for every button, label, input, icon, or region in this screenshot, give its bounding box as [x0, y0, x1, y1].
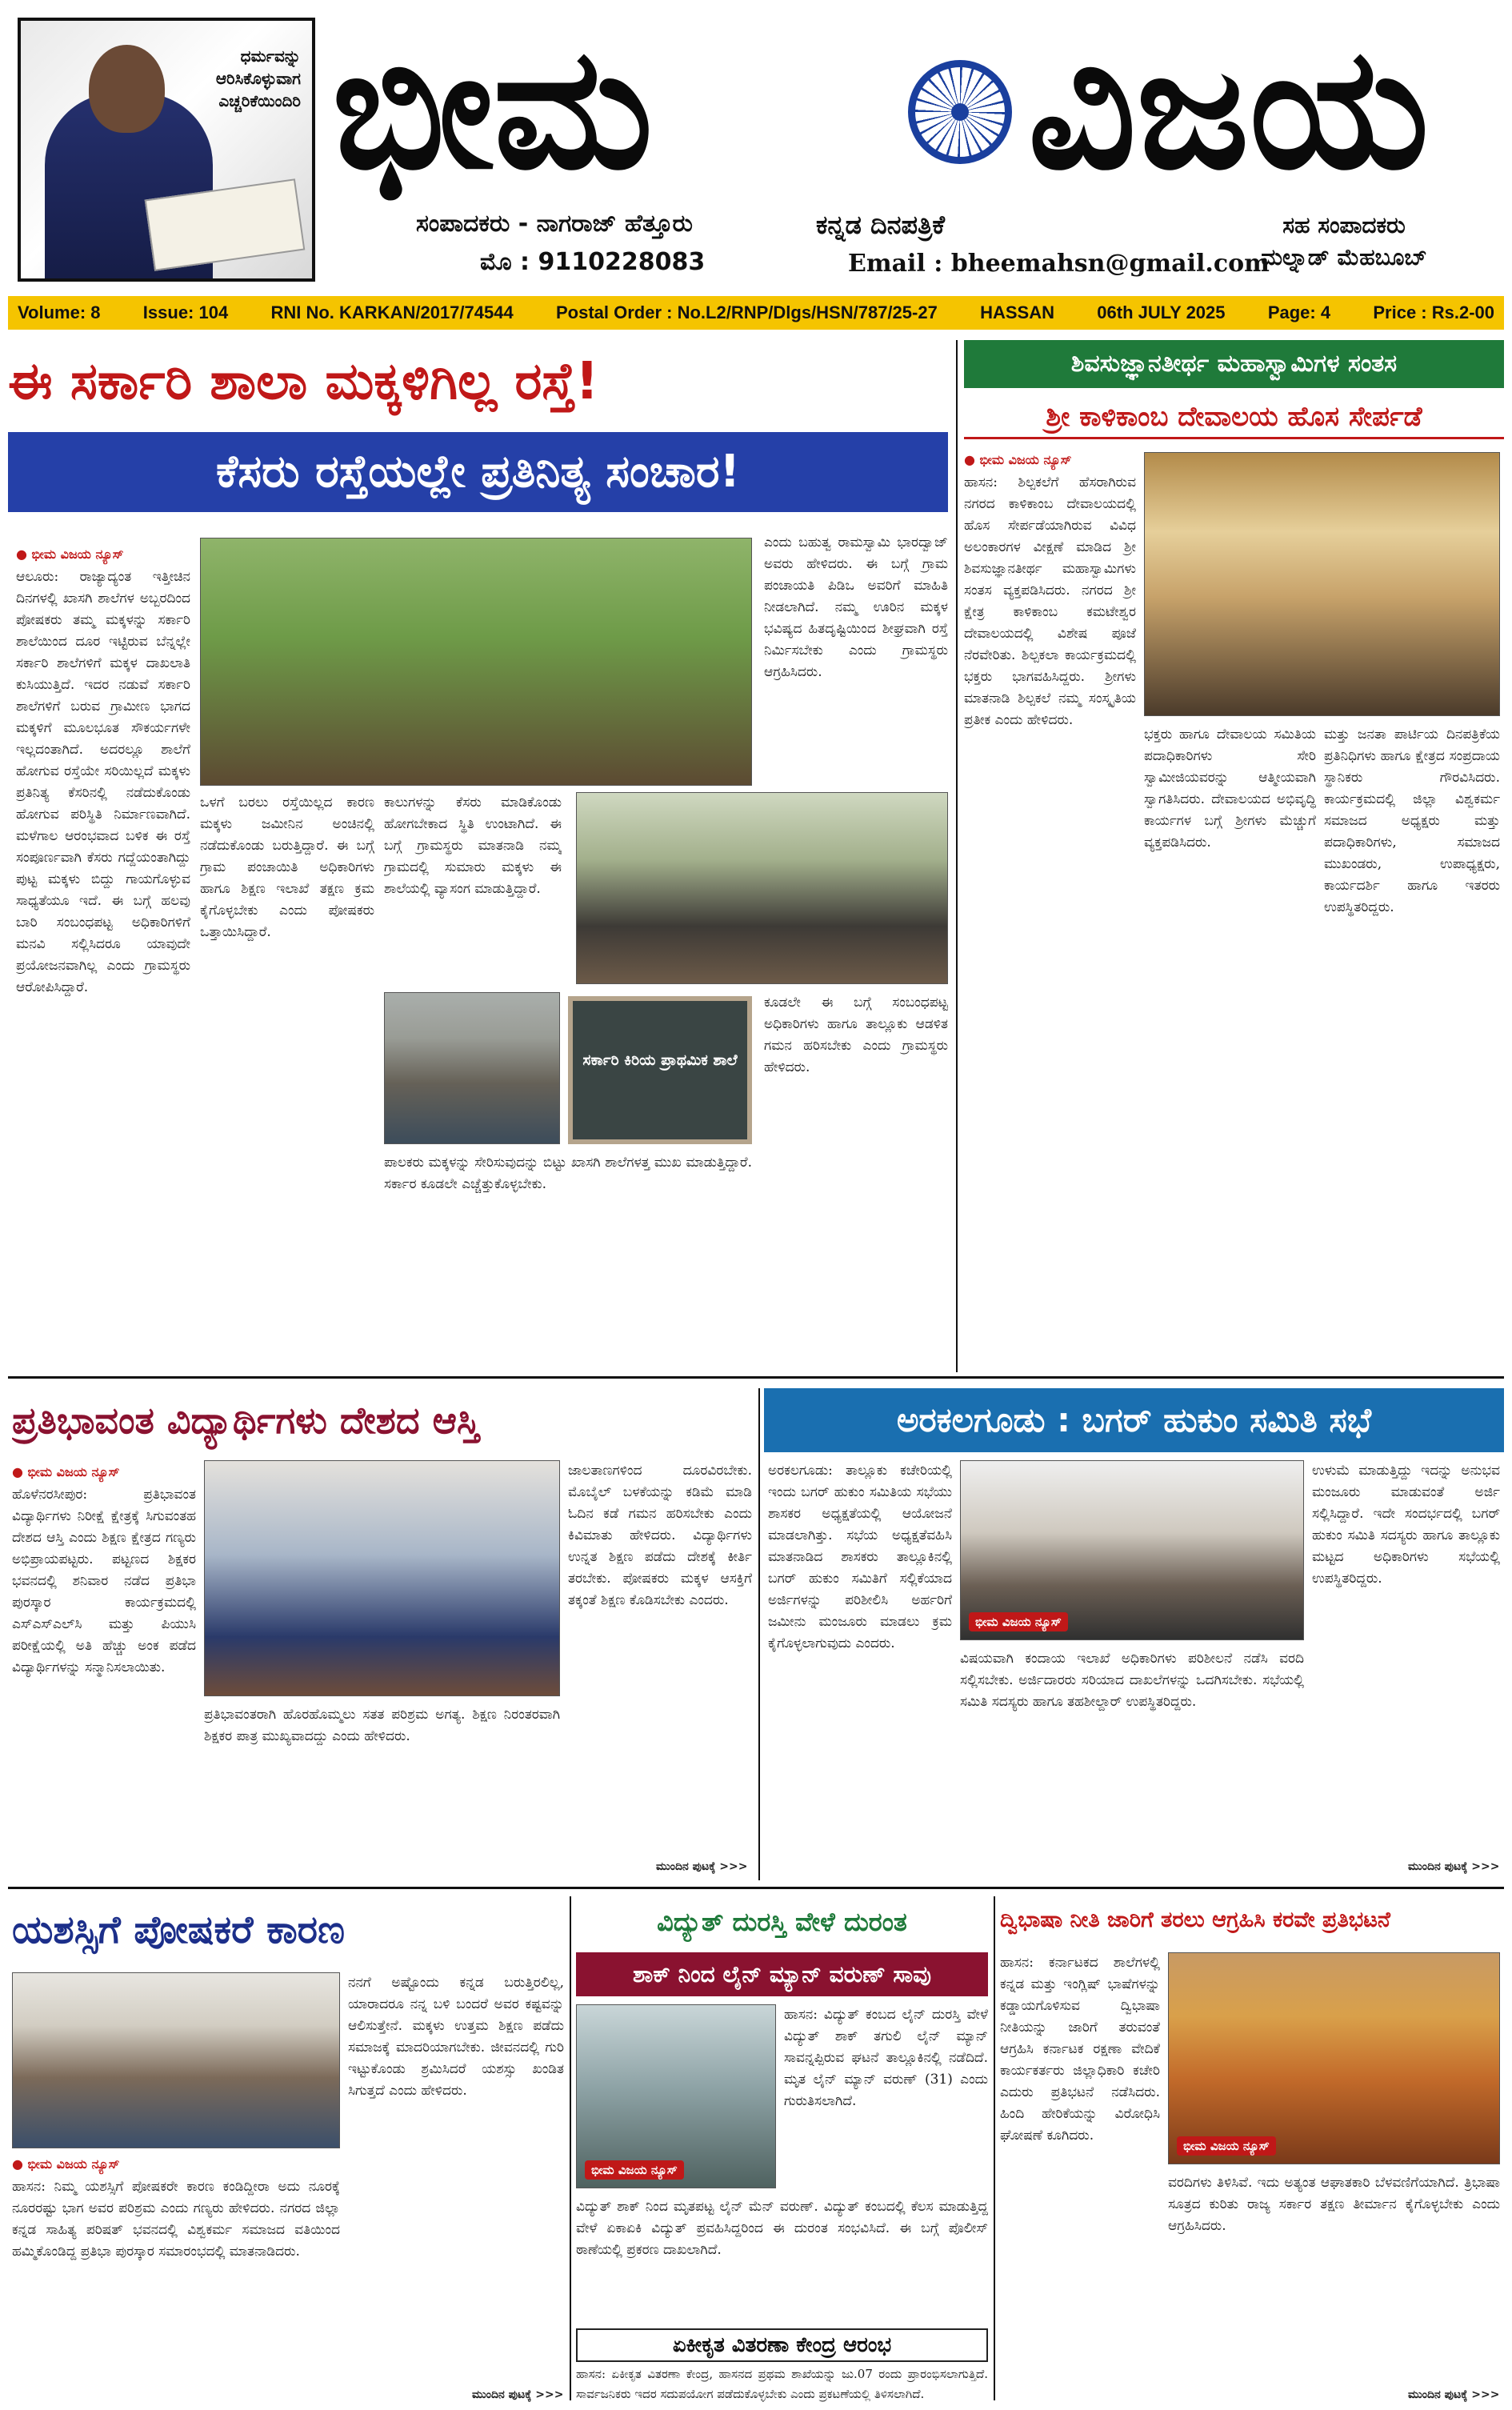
school-board-text: ಸರ್ಕಾರಿ ಕಿರಿಯ ಪ್ರಾಥಮಿಕ ಶಾಲೆ: [582, 1051, 738, 1069]
story4-column-2: ವಿಷಯವಾಗಿ ಕಂದಾಯ ಇಲಾಖೆ ಅಧಿಕಾರಿಗಳು ಪರಿಶೀಲನೆ ನಡೆಸಿ ವರದಿ ಸಲ್ಲಿಸಬೇಕು. ಅರ್ಜಿದಾರರು ಸರಿಯಾದ ದಾಖಲೆಗಳನ್ನು ಒದಗಿಸಬೇಕು. ಸಭೆಯಲ್ಲಿ ಸಮಿತಿ ಸದಸ್ಯರು ಹಾಗೂ ತಹಶೀಲ್ದಾರ್ ಉಪಸ್ಥಿತರಿದ್ದರು.: [960, 1651, 1304, 1710]
story1-column-2: ಒಳಗೆ ಬರಲು ರಸ್ತೆಯಿಲ್ಲದ ಕಾರಣ ಮಕ್ಕಳು ಜಮೀನಿನ ಅಂಚಿನಲ್ಲಿ ನಡೆದುಕೊಂಡು ಬರುತ್ತಿದ್ದಾರೆ. ಈ ಬಗ್ಗೆ ಗ್ರಾಮ ಪಂಚಾಯಿತಿ ಅಧಿಕಾರಿಗಳು ಹಾಗೂ ಶಿಕ್ಷಣ ಇಲಾಖೆ ತಕ್ಷಣ ಕ್ರಮ ಕೈಗೊಳ್ಳಬೇಕು ಎಂದು ಪೋಷಕರು ಒತ್ತಾಯಿಸಿದ್ದಾರೆ.: [200, 795, 374, 940]
school-name-board: [568, 996, 752, 1144]
story1-subhead[interactable]: ಕೆಸರು ರಸ್ತೆಯಲ್ಲೇ ಪ್ರತಿನಿತ್ಯ ಸಂಚಾರ!: [8, 432, 948, 512]
story2-photo-temple-visit: [1144, 452, 1500, 716]
paper-type: ಕನ್ನಡ ದಿನಪತ್ರಿಕೆ: [816, 210, 945, 240]
contact-email[interactable]: Email : bheemahsn@gmail.com: [848, 250, 1270, 278]
story4-photo-credit: ಭೀಮ ವಿಜಯ ನ್ಯೂಸ್: [969, 1612, 1068, 1631]
story6-photo-credit: ಭೀಮ ವಿಜಯ ನ್ಯೂಸ್: [585, 2160, 684, 2180]
ashoka-chakra-icon: [908, 60, 1012, 164]
postal-order: Postal Order : No.L2/RNP/Dlgs/HSN/787/25-27: [556, 302, 938, 322]
story3-headline[interactable]: ಪ್ರತಿಭಾವಂತ ವಿದ್ಯಾರ್ಥಿಗಳು ದೇಶದ ಆಸ್ತಿ: [12, 1399, 480, 1442]
story2-column-3: ಮತ್ತು ಜನತಾ ಪಾರ್ಟಿಯ ದಿನಪತ್ರಿಕೆಯ ಪ್ರತಿನಿಧಿಗಳು ಹಾಗೂ ಕ್ಷೇತ್ರದ ಸಂಪ್ರದಾಯ ಸ್ಥಾನಿಕರು ಗೌರವಿಸಿದರು. ಕಾರ್ಯಕ್ರಮದಲ್ಲಿ ಜಿಲ್ಲಾ ವಿಶ್ವಕರ್ಮ ಸಮಾಜದ ಅಧ್ಯಕ್ಷರು ಮತ್ತು ಪದಾಧಿಕಾರಿಗಳು, ಸಮಾಜದ ಮುಖಂಡರು, ಉಪಾಧ್ಯಕ್ಷರು, ಕಾರ್ಯದರ್ಶಿ ಹಾಗೂ ಇತರರು ಉಪಸ್ಥಿತರಿದ್ದರು.: [1324, 727, 1500, 915]
story1-column-6: ಕೂಡಲೇ ಈ ಬಗ್ಗೆ ಸಂಬಂಧಪಟ್ಟ ಅಧಿಕಾರಿಗಳು ಹಾಗೂ ತಾಲ್ಲೂಕು ಆಡಳಿತ ಗಮನ ಹರಿಸಬೇಕು ಎಂದು ಗ್ರಾಮಸ್ಥರು ಹೇಳಿದರು.: [764, 995, 948, 1075]
volume: Volume: 8: [18, 302, 101, 322]
story1-byline: ● ಭೀಮ ವಿಜಯ ನ್ಯೂಸ್: [16, 546, 123, 562]
story6-photo-victim: [576, 2004, 776, 2188]
story1-photo-children-mud-road: [200, 538, 752, 786]
story3-byline: ● ಭೀಮ ವಿಜಯ ನ್ಯೂಸ್: [12, 1464, 119, 1480]
story2-byline: ● ಭೀಮ ವಿಜಯ ನ್ಯೂಸ್: [964, 452, 1071, 468]
column-divider-2: [758, 1388, 760, 1880]
story6-column-1: ಹಾಸನ: ವಿದ್ಯುತ್ ಕಂಬದ ಲೈನ್ ದುರಸ್ತಿ ವೇಳೆ ವಿದ್ಯುತ್ ಶಾಕ್ ತಗುಲಿ ಲೈನ್ ಮ್ಯಾನ್ ಸಾವನ್ನಪ್ಪಿರುವ ಘಟನೆ ತಾಲ್ಲೂಕಿನಲ್ಲಿ ನಡೆದಿದೆ. ಮೃತ ಲೈನ್ ಮ್ಯಾನ್ ವರುಣ್ (31) ಎಂದು ಗುರುತಿಸಲಾಗಿದೆ.: [784, 2007, 988, 2109]
story1-photo-villagers-media: [576, 792, 948, 984]
co-editor-credit: ಸಹ ಸಂಪಾದಕರು ಮಲ್ನಾಡ್ ಮೆಹಬೂಬ್: [1261, 212, 1427, 270]
title-part-one: ಭೀಮ: [332, 9, 654, 206]
story8-headline[interactable]: ದ್ವಿಭಾಷಾ ನೀತಿ ಜಾರಿಗೆ ತರಲು ಆಗ್ರಹಿಸಿ ಕರವೇ ಪ್ರತಿಭಟನೆ: [1000, 1908, 1390, 1932]
story3-column-2: ಪ್ರತಿಭಾವಂತರಾಗಿ ಹೊರಹೊಮ್ಮಲು ಸತತ ಪರಿಶ್ರಮ ಅಗತ್ಯ. ಶಿಕ್ಷಣ ನಿರಂತರವಾಗಿ ಶಿಕ್ಷಕರ ಪಾತ್ರ ಮುಖ್ಯವಾದದ್ದು ಎಂದು ಹೇಳಿದರು.: [204, 1707, 560, 1744]
story3-column-1: ಹೊಳೆನರಸೀಪುರ: ಪ್ರತಿಭಾವಂತ ವಿದ್ಯಾರ್ಥಿಗಳು ನಿರೀಕ್ಷೆ ಕ್ಷೇತ್ರಕ್ಕೆ ಸಿಗುವಂತಹ ದೇಶದ ಆಸ್ತಿ ಎಂದು ಶಿಕ್ಷಣ ಕ್ಷೇತ್ರದ ಗಣ್ಯರು ಅಭಿಪ್ರಾಯಪಟ್ಟರು. ಪಟ್ಟಣದ ಶಿಕ್ಷಕರ ಭವನದಲ್ಲಿ ಶನಿವಾರ ನಡೆದ ಪ್ರತಿಭಾ ಪುರಸ್ಕಾರ ಕಾರ್ಯಕ್ರಮದಲ್ಲಿ ಎಸ್ಎಸ್ಎಲ್‌ಸಿ ಮತ್ತು ಪಿಯುಸಿ ಪರೀಕ್ಷೆಯಲ್ಲಿ ಅತಿ ಹೆಚ್ಚು ಅಂಕ ಪಡೆದ ವಿದ್ಯಾರ್ಥಿಗಳನ್ನು ಸನ್ಮಾನಿಸಲಾಯಿತು.: [12, 1487, 196, 1675]
story5-continued[interactable]: ಮುಂದಿನ ಪುಟಕ್ಕೆ >>>: [472, 2388, 564, 2401]
story4-column-3: ಉಳುಮೆ ಮಾಡುತ್ತಿದ್ದು ಇದನ್ನು ಅನುಭವ ಮಂಜೂರು ಮಾಡುವಂತೆ ಅರ್ಜಿ ಸಲ್ಲಿಸಿದ್ದಾರೆ. ಇದೇ ಸಂದರ್ಭದಲ್ಲಿ ಬಗರ್ ಹುಕುಂ ಸಮಿತಿ ಸದಸ್ಯರು ಹಾಗೂ ತಾಲ್ಲೂಕು ಮಟ್ಟದ ಅಧಿಕಾರಿಗಳು ಸಭೆಯಲ್ಲಿ ಉಪಸ್ಥಿತರಿದ್ದರು.: [1312, 1463, 1500, 1587]
story4-column-1: ಅರಕಲಗೂಡು: ತಾಲ್ಲೂಕು ಕಚೇರಿಯಲ್ಲಿ ಇಂದು ಬಗರ್ ಹುಕುಂ ಸಮಿತಿಯ ಸಭೆಯು ಶಾಸಕರ ಅಧ್ಯಕ್ಷತೆಯಲ್ಲಿ ಆಯೋಜನೆ ಮಾಡಲಾಗಿತ್ತು. ಸಭೆಯ ಅಧ್ಯಕ್ಷತೆವಹಿಸಿ ಮಾತನಾಡಿದ ಶಾಸಕರು ತಾಲ್ಲೂಕಿನಲ್ಲಿ ಬಗರ್ ಹುಕುಂ ಸಮಿತಿಗೆ ಸಲ್ಲಿಕೆಯಾದ ಅರ್ಜಿಗಳನ್ನು ಪರಿಶೀಲಿಸಿ ಅರ್ಹರಿಗೆ ಜಮೀನು ಮಂಜೂರು ಮಾಡಲು ಕ್ರಮ ಕೈಗೊಳ್ಳಲಾಗುವುದು ಎಂದರು.: [768, 1463, 952, 1651]
story8-column-2: ವರದಿಗಳು ತಿಳಿಸಿವೆ. ಇದು ಅತ್ಯಂತ ಆಘಾತಕಾರಿ ಬೆಳವಣಿಗೆಯಾಗಿದೆ. ತ್ರಿಭಾಷಾ ಸೂತ್ರದ ಕುರಿತು ರಾಜ್ಯ ಸರ್ಕಾರ ತಕ್ಷಣ ತೀರ್ಮಾನ ಕೈಗೊಳ್ಳಬೇಕು ಎಂದು ಆಗ್ರಹಿಸಿದರು.: [1168, 2175, 1500, 2234]
story5-column-2: ನನಗೆ ಅಷ್ಟೊಂದು ಕನ್ನಡ ಬರುತ್ತಿರಲಿಲ್ಲ, ಯಾರಾದರೂ ನನ್ನ ಬಳಿ ಬಂದರೆ ಅವರ ಕಷ್ಟವನ್ನು ಆಲಿಸುತ್ತೇನೆ. ಮಕ್ಕಳು ಉತ್ತಮ ಶಿಕ್ಷಣ ಪಡೆದು ಸಮಾಜಕ್ಕೆ ಮಾದರಿಯಾಗಬೇಕು. ಜೀವನದಲ್ಲಿ ಗುರಿ ಇಟ್ಟುಕೊಂಡು ಶ್ರಮಿಸಿದರೆ ಯಶಸ್ಸು ಖಂಡಿತ ಸಿಗುತ್ತದೆ ಎಂದು ಹೇಳಿದರು.: [348, 1975, 564, 2099]
story5-byline: ● ಭೀಮ ವಿಜಯ ನ್ಯೂಸ್: [12, 2156, 119, 2172]
column-divider-4: [994, 1896, 995, 2400]
story7-body: ಹಾಸನ: ಏಕೀಕೃತ ವಿತರಣಾ ಕೇಂದ್ರ, ಹಾಸನದ ಪ್ರಥಮ ಶಾಖೆಯನ್ನು ಜು.07 ರಂದು ಪ್ರಾರಂಭಿಸಲಾಗುತ್ತಿದೆ. ಸಾರ್ವಜನಿಕರು ಇದರ ಸದುಪಯೋಗ ಪಡೆದುಕೊಳ್ಳಬೇಕು ಎಂದು ಪ್ರಕಟಣೆಯಲ್ಲಿ ತಿಳಿಸಲಾಗಿದೆ.: [576, 2367, 988, 2401]
story8-photo-protest: [1168, 1952, 1500, 2164]
story5-photo-felicitation: [12, 1972, 340, 2148]
story1-photo-school-overlay: [384, 992, 560, 1144]
story2-column-2: ಭಕ್ತರು ಹಾಗೂ ದೇವಾಲಯ ಸಮಿತಿಯ ಪದಾಧಿಕಾರಿಗಳು ಸೇರಿ ಸ್ವಾಮೀಜಿಯವರನ್ನು ಆತ್ಮೀಯವಾಗಿ ಸ್ವಾಗತಿಸಿದರು. ದೇವಾಲಯದ ಅಭಿವೃದ್ಧಿ ಕಾರ್ಯಗಳ ಬಗ್ಗೆ ಶ್ರೀಗಳು ಮೆಚ್ಚುಗೆ ವ್ಯಕ್ತಪಡಿಸಿದರು.: [1144, 727, 1316, 851]
story4-photo-meeting: [960, 1460, 1304, 1640]
story1-column-1: ಆಲೂರು: ರಾಜ್ಯಾದ್ಯಂತ ಇತ್ತೀಚಿನ ದಿನಗಳಲ್ಲಿ ಖಾಸಗಿ ಶಾಲೆಗಳ ಅಬ್ಬರದಿಂದ ಪೋಷಕರು ತಮ್ಮ ಮಕ್ಕಳನ್ನು ಸರ್ಕಾರಿ ಶಾಲೆಯಿಂದ ದೂರ ಇಟ್ಟಿರುವ ಬೆನ್ನಲ್ಲೇ ಸರ್ಕಾರಿ ಶಾಲೆಗಳಿಗೆ ಮಕ್ಕಳ ದಾಖಲಾತಿ ಕುಸಿಯುತ್ತಿದೆ. ಇದರ ನಡುವೆ ಸರ್ಕಾರಿ ಶಾಲೆಗಳಿಗೆ ಬರುವ ಗ್ರಾಮೀಣ ಭಾಗದ ಮಕ್ಕಳಿಗೆ ಮೂಲಭೂತ ಸೌಕರ್ಯಗಳೇ ಇಲ್ಲದಂತಾಗಿದೆ. ಅದರಲ್ಲೂ ಶಾಲೆಗೆ ಹೋಗುವ ರಸ್ತೆಯೇ ಸರಿಯಿಲ್ಲದೆ ಮಕ್ಕಳು ಪ್ರತಿನಿತ್ಯ ಕೆಸರಿನಲ್ಲಿ ನಡೆದುಕೊಂಡು ಹೋಗುವ ಪರಿಸ್ಥಿತಿ ನಿರ್ಮಾಣವಾಗಿದೆ. ಮಳೆಗಾಲ ಆರಂಭವಾದ ಬಳಿಕ ಈ ರಸ್ತೆ ಸಂಪೂರ್ಣವಾಗಿ ಕೆಸರು ಗದ್ದೆಯಂತಾಗಿದ್ದು ಪುಟ್ಟ ಮಕ್ಕಳು ಬಿದ್ದು ಗಾಯಗೊಳ್ಳುವ ಸಾಧ್ಯತೆಯೂ ಇದೆ. ಈ ಬಗ್ಗೆ ಹಲವು ಬಾರಿ ಸಂಬಂಧಪಟ್ಟ ಅಧಿಕಾರಿಗಳಿಗೆ ಮನವಿ ಸಲ್ಲಿಸಿದರೂ ಯಾವುದೇ ಪ್ರಯೋಜನವಾಗಿಲ್ಲ ಎಂದು ಗ್ರಾಮಸ್ಥರು ಆರೋಪಿಸಿದ್ದಾರೆ.: [16, 569, 190, 995]
story5-column-1: ಹಾಸನ: ನಿಮ್ಮ ಯಶಸ್ಸಿಗೆ ಪೋಷಕರೇ ಕಾರಣ ಕಂಡಿದ್ದೀರಾ ಅದು ನೂರಕ್ಕೆ ನೂರರಷ್ಟು ಭಾಗ ಅವರ ಪರಿಶ್ರಮ ಎಂದು ಗಣ್ಯರು ಹೇಳಿದರು. ನಗರದ ಜಿಲ್ಲಾ ಕನ್ನಡ ಸಾಹಿತ್ಯ ಪರಿಷತ್ ಭವನದಲ್ಲಿ ವಿಶ್ವಕರ್ಮ ಸಮಾಜದ ವತಿಯಿಂದ ಹಮ್ಮಿಕೊಂಡಿದ್ದ ಪ್ರತಿಭಾ ಪುರಸ್ಕಾರ ಸಮಾರಂಭದಲ್ಲಿ ಮಾತನಾಡಿದರು.: [12, 2179, 340, 2260]
story6-headline[interactable]: ವಿದ್ಯುತ್ ದುರಸ್ತಿ ವೇಳೆ ದುರಂತ: [657, 1907, 907, 1937]
portrait-head: [89, 45, 165, 133]
place: HASSAN: [980, 302, 1055, 322]
story4-continued[interactable]: ಮುಂದಿನ ಪುಟಕ್ಕೆ >>>: [1408, 1860, 1500, 1873]
price: Price : Rs.2-00: [1373, 302, 1494, 322]
column-divider: [956, 340, 958, 1372]
issue-number: Issue: 104: [142, 302, 229, 322]
page-number: Page: 4: [1267, 302, 1331, 322]
issue-info-bar: [8, 296, 1504, 330]
masthead-quote: ಧರ್ಮವನ್ನು ಆರಿಸಿಕೊಳ್ಳುವಾಗ ಎಚ್ಚರಿಕೆಯಿಂದಿರಿ: [215, 46, 301, 110]
story5-headline[interactable]: ಯಶಸ್ಸಿಗೆ ಪೋಷಕರೆ ಕಾರಣ: [12, 1908, 346, 1952]
story3-column-3: ಜಾಲತಾಣಗಳಿಂದ ದೂರವಿರಬೇಕು. ಮೊಬೈಲ್ ಬಳಕೆಯನ್ನು ಕಡಿಮೆ ಮಾಡಿ ಓದಿನ ಕಡೆ ಗಮನ ಹರಿಸಬೇಕು ಎಂದು ಕಿವಿಮಾತು ಹೇಳಿದರು. ವಿದ್ಯಾರ್ಥಿಗಳು ಉನ್ನತ ಶಿಕ್ಷಣ ಪಡೆದು ದೇಶಕ್ಕೆ ಕೀರ್ತಿ ತರಬೇಕು. ಪೋಷಕರು ಮಕ್ಕಳ ಆಸಕ್ತಿಗೆ ತಕ್ಕಂತೆ ಶಿಕ್ಷಣ ಕೊಡಿಸಬೇಕು ಎಂದರು.: [568, 1463, 752, 1608]
newspaper-title: [332, 9, 1500, 212]
story4-headline[interactable]: ಅರಕಲಗೂಡು : ಬಗರ್ ಹುಕುಂ ಸಮಿತಿ ಸಭೆ: [764, 1388, 1504, 1452]
story1-column-4: ಎಂದು ಬಹುತ್ವ ರಾಮಸ್ವಾಮಿ ಭಾರದ್ವಾಜ್ ಅವರು ಹೇಳಿದರು. ಈ ಬಗ್ಗೆ ಗ್ರಾಮ ಪಂಚಾಯತಿ ಪಿಡಿಒ ಅವರಿಗೆ ಮಾಹಿತಿ ನೀಡಲಾಗಿದೆ. ನಮ್ಮ ಊರಿನ ಮಕ್ಕಳ ಭವಿಷ್ಯದ ಹಿತದೃಷ್ಟಿಯಿಂದ ಶೀಘ್ರವಾಗಿ ರಸ್ತೆ ನಿರ್ಮಿಸಬೇಕು ಎಂದು ಗ್ರಾಮಸ್ಥರು ಆಗ್ರಹಿಸಿದರು.: [764, 534, 948, 680]
rni-number: RNI No. KARKAN/2017/74544: [270, 302, 514, 322]
column-divider-3: [570, 1896, 571, 2400]
story2-headline[interactable]: ಶಿವಸುಜ್ಞಾನತೀರ್ಥ ಮಹಾಸ್ವಾಮಿಗಳ ಸಂತಸ: [964, 340, 1504, 388]
section-divider-2: [8, 1887, 1504, 1889]
story3-photo-students: [204, 1460, 560, 1696]
issue-date: 06th JULY 2025: [1097, 302, 1226, 322]
story2-column-1: ಹಾಸನ: ಶಿಲ್ಪಕಲೆಗೆ ಹೆಸರಾಗಿರುವ ನಗರದ ಕಾಳಿಕಾಂಬ ದೇವಾಲಯದಲ್ಲಿ ಹೊಸ ಸೇರ್ಪಡೆಯಾಗಿರುವ ವಿವಿಧ ಅಲಂಕಾರಗಳ ವೀಕ್ಷಣೆ ಮಾಡಿದ ಶ್ರೀ ಶಿವಸುಜ್ಞಾನತೀರ್ಥ ಮಹಾಸ್ವಾಮಿಗಳು ಸಂತಸ ವ್ಯಕ್ತಪಡಿಸಿದರು. ನಗರದ ಶ್ರೀ ಕ್ಷೇತ್ರ ಕಾಳಿಕಾಂಬ ಕಮಟೇಶ್ವರ ದೇವಾಲಯದಲ್ಲಿ ವಿಶೇಷ ಪೂಜೆ ನೆರವೇರಿತು. ಶಿಲ್ಪಕಲಾ ಕಾರ್ಯಕ್ರಮದಲ್ಲಿ ಭಕ್ತರು ಭಾಗವಹಿಸಿದ್ದರು. ಶ್ರೀಗಳು ಮಾತನಾಡಿ ಶಿಲ್ಪಕಲೆ ನಮ್ಮ ಸಂಸ್ಕೃತಿಯ ಪ್ರತೀಕ ಎಂದು ಹೇಳಿದರು.: [964, 474, 1136, 728]
story6-column-2: ವಿದ್ಯುತ್ ಶಾಕ್ ನಿಂದ ಮೃತಪಟ್ಟ ಲೈನ್ ಮೆನ್ ವರುಣ್. ವಿದ್ಯುತ್ ಕಂಬದಲ್ಲಿ ಕೆಲಸ ಮಾಡುತ್ತಿದ್ದ ವೇಳೆ ಏಕಾಏಕಿ ವಿದ್ಯುತ್ ಪ್ರವಹಿಸಿದ್ದರಿಂದ ಈ ದುರಂತ ಸಂಭವಿಸಿದೆ. ಈ ಬಗ್ಗೆ ಪೊಲೀಸ್ ಠಾಣೆಯಲ್ಲಿ ಪ್ರಕರಣ ದಾಖಲಾಗಿದೆ.: [576, 2199, 988, 2258]
story7-headline[interactable]: ಏಕೀಕೃತ ವಿತರಣಾ ಕೇಂದ್ರ ಆರಂಭ: [576, 2328, 988, 2362]
story8-column-1: ಹಾಸನ: ಕರ್ನಾಟಕದ ಶಾಲೆಗಳಲ್ಲಿ ಕನ್ನಡ ಮತ್ತು ಇಂಗ್ಲಿಷ್ ಭಾಷೆಗಳನ್ನು ಕಡ್ಡಾಯಗೊಳಿಸುವ ದ್ವಿಭಾಷಾ ನೀತಿಯನ್ನು ಜಾರಿಗೆ ತರುವಂತೆ ಆಗ್ರಹಿಸಿ ಕರ್ನಾಟಕ ರಕ್ಷಣಾ ವೇದಿಕೆ ಕಾರ್ಯಕರ್ತರು ಜಿಲ್ಲಾಧಿಕಾರಿ ಕಚೇರಿ ಎದುರು ಪ್ರತಿಭಟನೆ ನಡೆಸಿದರು. ಹಿಂದಿ ಹೇರಿಕೆಯನ್ನು ವಿರೋಧಿಸಿ ಘೋಷಣೆ ಕೂಗಿದರು.: [1000, 1955, 1160, 2144]
section-divider-1: [8, 1376, 1504, 1379]
story8-continued[interactable]: ಮುಂದಿನ ಪುಟಕ್ಕೆ >>>: [1408, 2388, 1500, 2401]
title-part-two: ವಿಜಯ: [1028, 9, 1430, 206]
editor-credit: ಸಂಪಾದಕರು - ನಾಗರಾಜ್ ಹೆತ್ತೂರು: [416, 210, 693, 238]
story3-continued[interactable]: ಮುಂದಿನ ಪುಟಕ್ಕೆ >>>: [656, 1860, 748, 1873]
story6-subhead[interactable]: ಶಾಕ್ ನಿಂದ ಲೈನ್ ಮ್ಯಾನ್ ವರುಣ್ ಸಾವು: [576, 1952, 988, 1996]
story1-column-3: ಕಾಲುಗಳನ್ನು ಕೆಸರು ಮಾಡಿಕೊಂಡು ಹೋಗಬೇಕಾದ ಸ್ಥಿತಿ ಉಂಟಾಗಿದೆ. ಈ ಬಗ್ಗೆ ಗ್ರಾಮಸ್ಥರು ಮಾತನಾಡಿ ನಮ್ಮ ಗ್ರಾಮದಲ್ಲಿ ಸುಮಾರು ಮಕ್ಕಳು ಈ ಶಾಲೆಯಲ್ಲಿ ವ್ಯಾಸಂಗ ಮಾಡುತ್ತಿದ್ದಾರೆ.: [384, 795, 562, 897]
story2-subhead[interactable]: ಶ್ರೀ ಕಾಳಿಕಾಂಬ ದೇವಾಲಯ ಹೊಸ ಸೇರ್ಪಡೆ: [964, 394, 1504, 439]
masthead-portrait: [18, 18, 315, 282]
story1-headline[interactable]: ಈ ಸರ್ಕಾರಿ ಶಾಲಾ ಮಕ್ಕಳಿಗಿಲ್ಲ ರಸ್ತೆ!: [8, 352, 599, 411]
editor-phone: ಮೊ : 9110228083: [480, 248, 706, 276]
story1-column-3b: ಪಾಲಕರು ಮಕ್ಕಳನ್ನು ಸೇರಿಸುವುದನ್ನು ಬಿಟ್ಟು ಖಾಸಗಿ ಶಾಲೆಗಳತ್ತ ಮುಖ ಮಾಡುತ್ತಿದ್ದಾರೆ. ಸರ್ಕಾರ ಕೂಡಲೇ ಎಚ್ಚೆತ್ತುಕೊಳ್ಳಬೇಕು.: [384, 1155, 752, 1192]
story8-photo-credit: ಭೀಮ ವಿಜಯ ನ್ಯೂಸ್: [1177, 2136, 1276, 2156]
